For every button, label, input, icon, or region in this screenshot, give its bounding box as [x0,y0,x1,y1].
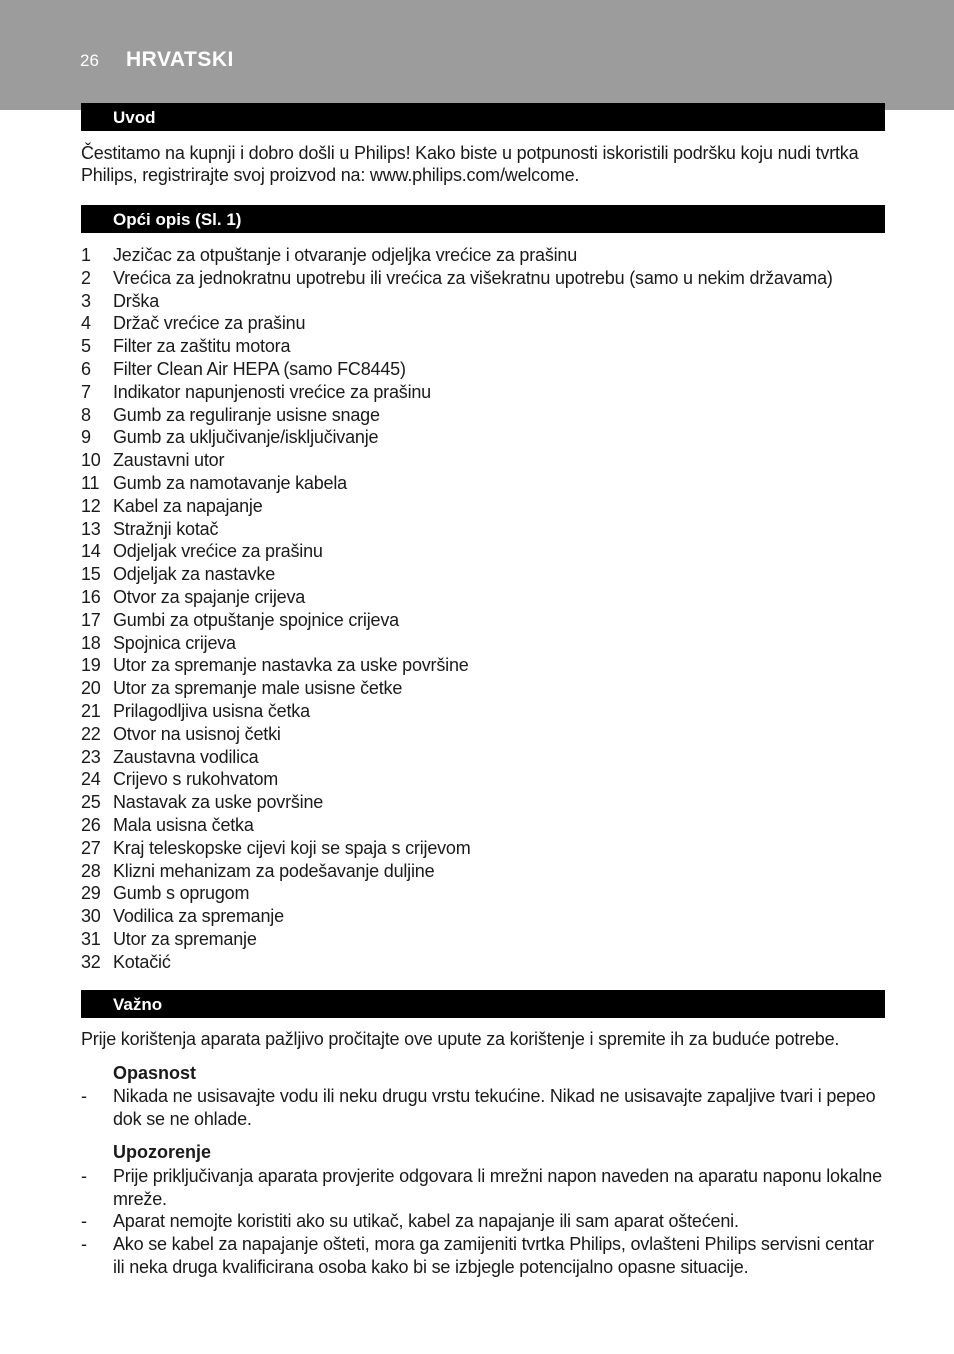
item-number: 13 [81,518,101,539]
item-label: Kotačić [113,951,171,972]
item-number: 19 [81,655,101,676]
list-item [81,837,881,860]
warning-heading: Upozorenje [113,1142,212,1162]
item-label: Utor za spremanje male usisne četke [113,678,403,699]
list-item [81,882,881,905]
item-number: 2 [81,267,91,288]
item-label: Kraj teleskopske cijevi koji se spaja s crijevom [113,837,471,858]
item-number: 27 [81,837,101,858]
section-heading-important [81,990,885,1018]
list-item [81,518,881,541]
list-item [81,951,881,974]
warning-bullet [81,1165,886,1210]
section-heading-intro [81,103,885,131]
intro-paragraph: Čestitamo na kupnji i dobro došli u Philips! Kako biste u potpunosti iskoristili podršku koju nudi tvrtka Philips, registrirajte svoj proizvod na: www.philips.com/welcome. [81,143,859,185]
bullet-text: Prije priključivanja aparata provjerite odgovara li mrežni napon naveden na aparatu naponu lokalne mreže. [113,1166,882,1209]
item-label: Drška [113,290,160,311]
item-number: 16 [81,586,101,607]
list-item [81,654,881,677]
item-label: Spojnica crijeva [113,632,236,653]
list-item [81,791,881,814]
bullet-text: Nikada ne usisavajte vodu ili neku drugu vrstu tekućine. Nikad ne usisavajte zapaljive tvari i pepeo dok se ne ohlade. [113,1086,876,1129]
list-item [81,768,881,791]
item-label: Gumb za namotavanje kabela [113,472,347,493]
item-number: 31 [81,928,101,949]
bullet-marker: - [81,1166,87,1186]
section-title: Važno [113,995,163,1014]
warning-bullet [81,1233,886,1278]
list-item [81,244,881,267]
item-label: Nastavak za uske površine [113,792,324,813]
list-item [81,632,881,655]
list-item [81,609,881,632]
list-item [81,540,881,563]
list-item [81,495,881,518]
list-item [81,860,881,883]
bullet-marker: - [81,1211,87,1231]
list-item [81,335,881,358]
item-number: 10 [81,450,101,471]
list-item [81,449,881,472]
item-label: Stražnji kotač [113,518,219,539]
item-label: Vodilica za spremanje [113,906,284,927]
list-item [81,426,881,449]
section-title: Uvod [113,108,156,127]
section-heading-overview [81,205,885,233]
item-label: Odjeljak vrećice za prašinu [113,541,323,562]
item-number: 32 [81,951,101,972]
list-item [81,358,881,381]
bullet-marker: - [81,1086,87,1106]
list-item [81,563,881,586]
item-label: Zaustavna vodilica [113,746,259,767]
item-label: Filter Clean Air HEPA (samo FC8445) [113,358,406,379]
bullet-marker: - [81,1234,87,1254]
item-number: 17 [81,609,101,630]
item-label: Držač vrećice za prašinu [113,313,306,334]
list-item [81,381,881,404]
item-number: 21 [81,700,101,721]
important-paragraph: Prije korištenja aparata pažljivo pročitajte ove upute za korištenje i spremite ih za buduće potrebe. [81,1029,840,1049]
parts-list [81,244,881,974]
item-label: Prilagodljiva usisna četka [113,700,310,721]
item-number: 5 [81,336,91,357]
item-label: Jezičac za otpuštanje i otvaranje odjeljka vrećice za prašinu [113,245,578,265]
item-label: Utor za spremanje [113,928,257,949]
item-number: 18 [81,632,101,653]
item-number: 8 [81,404,91,425]
item-number: 12 [81,495,101,516]
item-label: Zaustavni utor [113,450,225,471]
item-label: Kabel za napajanje [113,495,263,516]
item-number: 29 [81,883,101,904]
item-label: Klizni mehanizam za podešavanje duljine [113,860,435,881]
page-header [0,0,954,110]
list-item [81,267,881,290]
list-item [81,586,881,609]
list-item [81,746,881,769]
item-number: 22 [81,723,101,744]
item-label: Crijevo s rukohvatom [113,769,279,790]
item-number: 3 [81,290,91,311]
item-number: 9 [81,427,91,448]
item-number: 20 [81,678,101,699]
list-item [81,814,881,837]
item-number: 24 [81,769,101,790]
item-number: 26 [81,814,101,835]
list-item [81,404,881,427]
language-title: HRVATSKI [126,48,234,71]
list-item [81,905,881,928]
list-item [81,700,881,723]
item-number: 30 [81,906,101,927]
item-label: Odjeljak za nastavke [113,564,276,585]
danger-bullet [81,1085,886,1130]
item-label: Utor za spremanje nastavka za uske površine [113,655,469,676]
item-number: 11 [81,472,100,493]
list-item [81,677,881,700]
item-label: Vrećica za jednokratnu upotrebu ili vrećica za višekratnu upotrebu (samo u nekim državama) [113,267,833,288]
item-number: 25 [81,792,101,813]
item-label: Gumb za reguliranje usisne snage [113,404,380,425]
bullet-text: Ako se kabel za napajanje ošteti, mora ga zamijeniti tvrtka Philips, ovlašteni Philips servisni centar ili neka druga kvalificirana osoba kako bi se izbjegle potencijalno opasne situacije. [113,1234,874,1277]
item-label: Mala usisna četka [113,814,254,835]
item-label: Filter za zaštitu motora [113,336,291,357]
item-number: 6 [81,358,91,379]
page-number: 26 [80,51,99,70]
item-number: 7 [81,381,91,402]
item-label: Gumb s oprugom [113,883,250,904]
item-number: 23 [81,746,101,767]
item-label: Gumb za uključivanje/isključivanje [113,427,379,448]
list-item [81,312,881,335]
item-number: 14 [81,541,101,562]
item-number: 4 [81,313,91,334]
item-label: Gumbi za otpuštanje spojnice crijeva [113,609,399,630]
list-item [81,472,881,495]
danger-heading: Opasnost [113,1063,197,1083]
item-number: 15 [81,564,101,585]
bullet-text: Aparat nemojte koristiti ako su utikač, kabel za napajanje ili sam aparat oštećeni. [113,1211,739,1231]
item-number: 1 [81,245,91,265]
warning-bullet [81,1210,886,1233]
list-item [81,290,881,313]
section-title: Opći opis (Sl. 1) [113,210,242,229]
item-label: Otvor za spajanje crijeva [113,586,306,607]
list-item [81,723,881,746]
item-label: Otvor na usisnoj četki [113,723,281,744]
list-item [81,928,881,951]
item-number: 28 [81,860,101,881]
item-label: Indikator napunjenosti vrećice za prašinu [113,381,431,402]
